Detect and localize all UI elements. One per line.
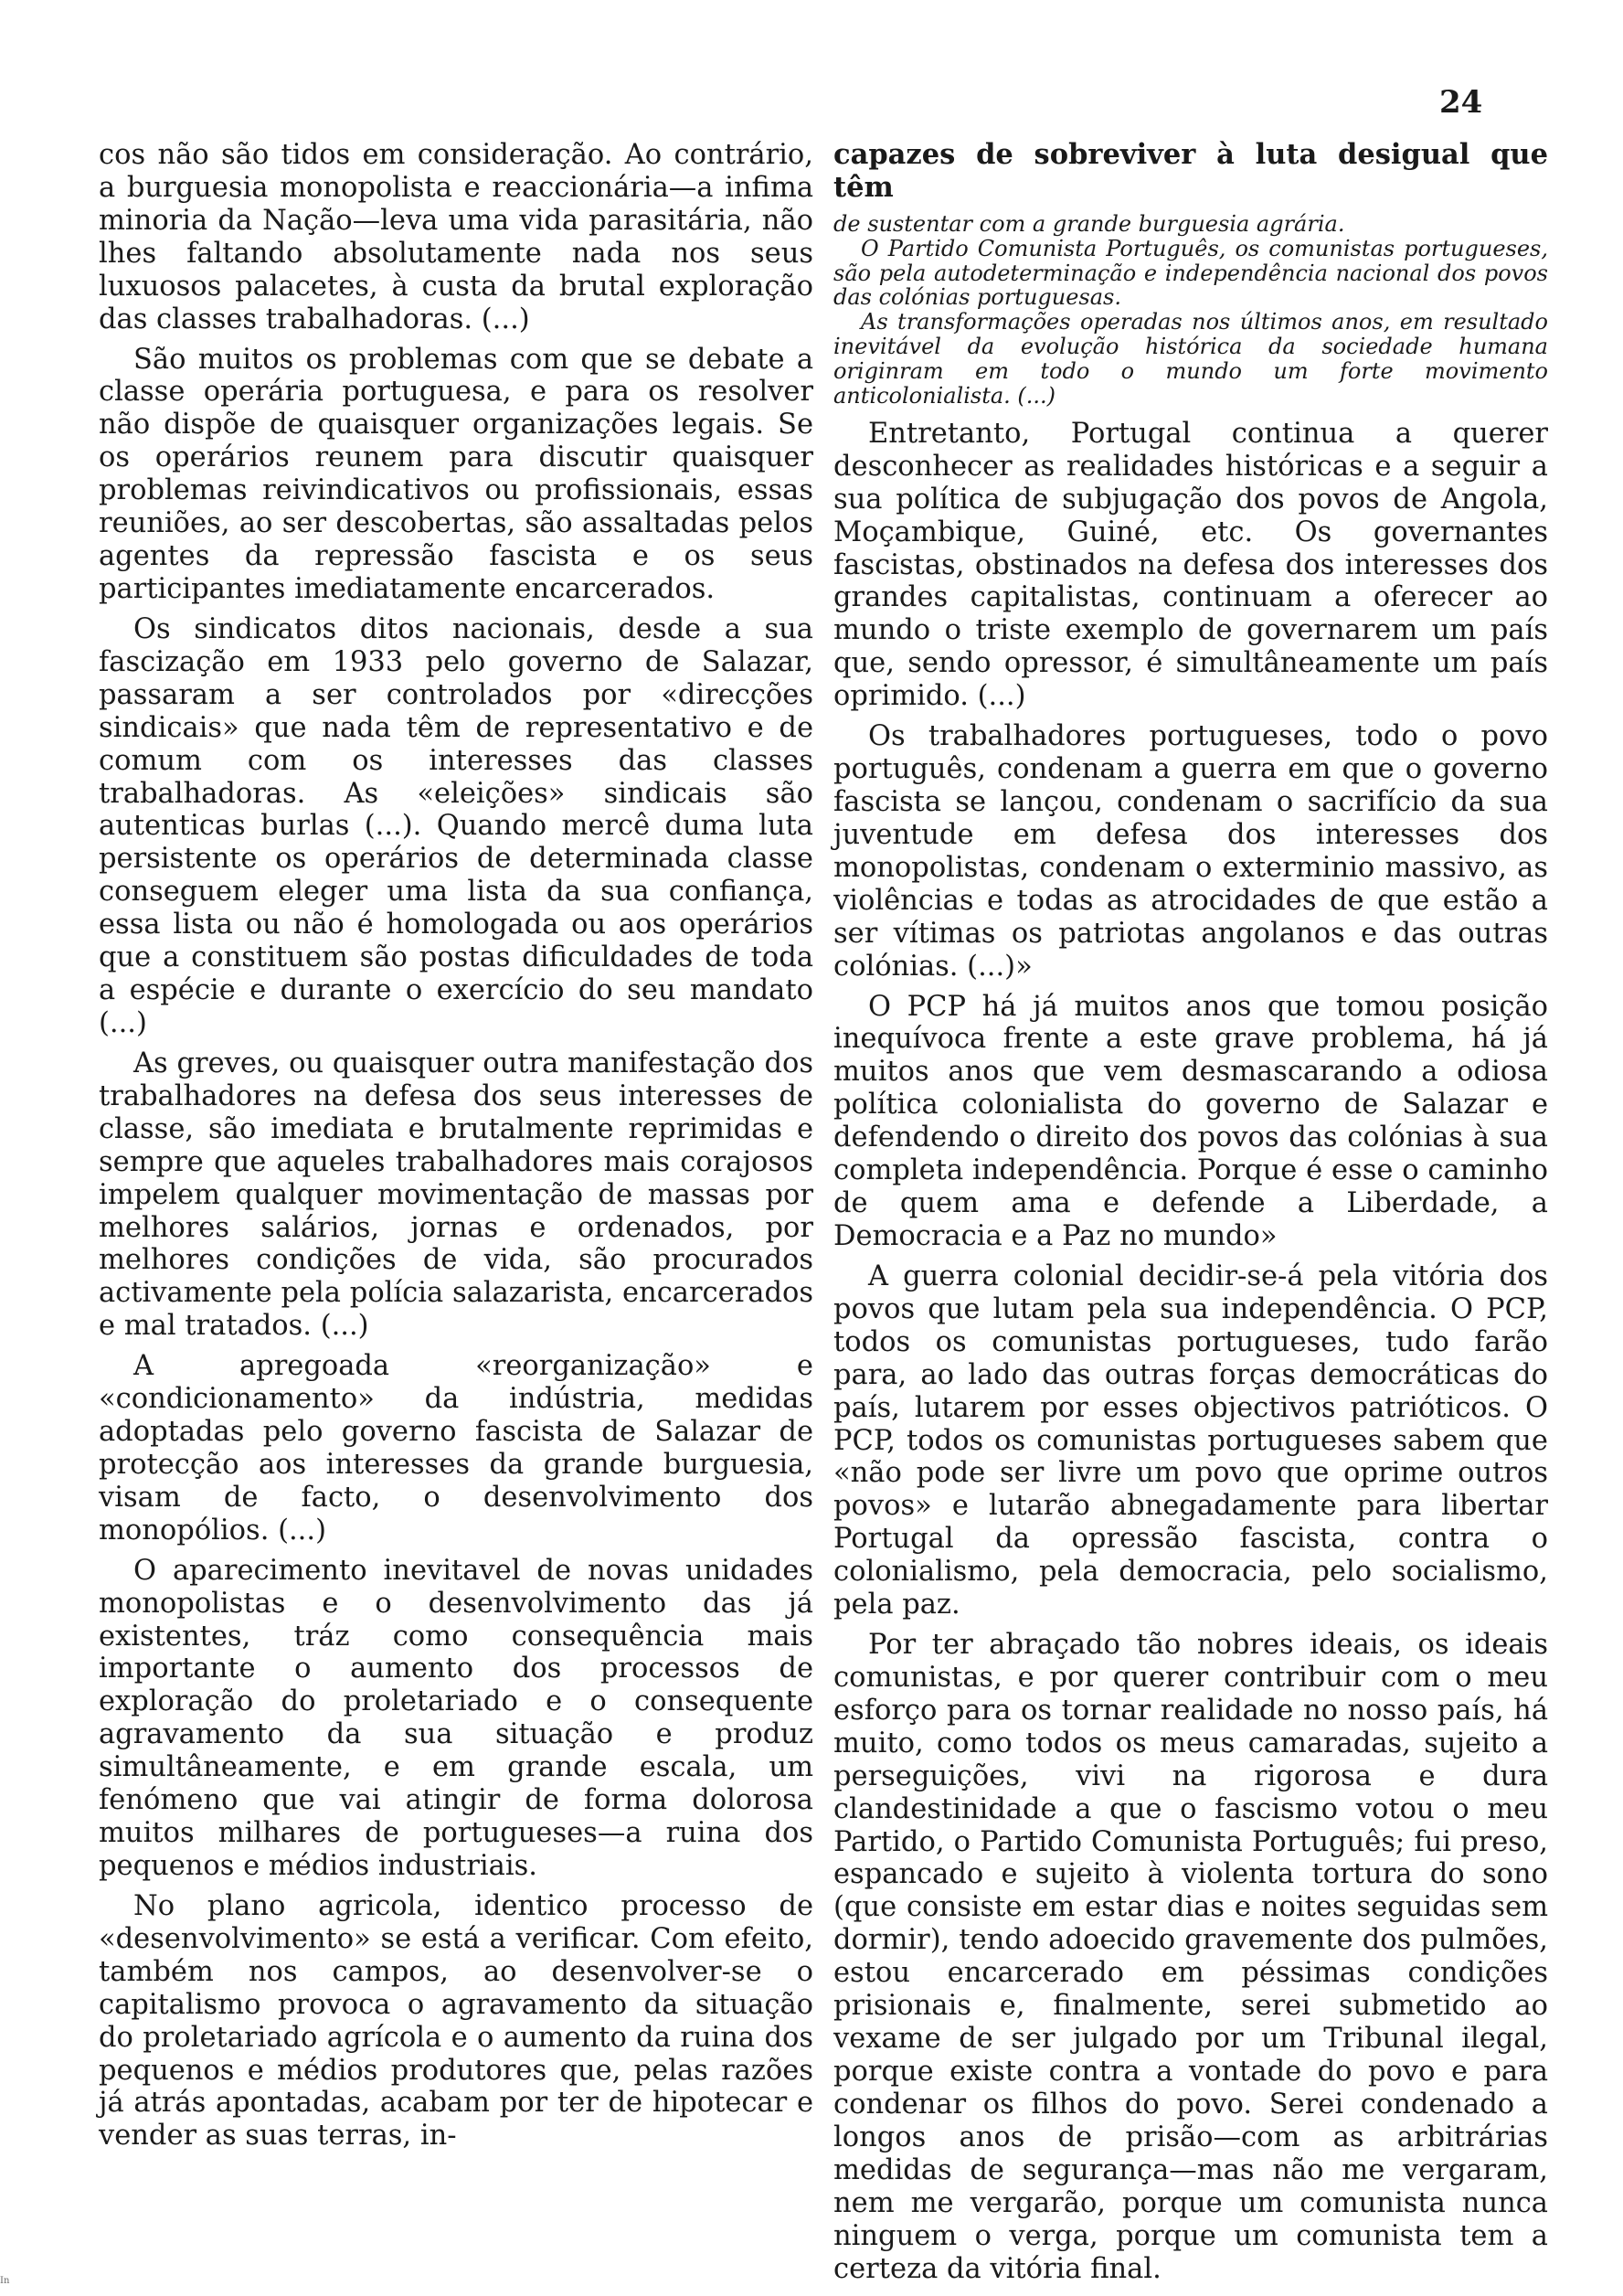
page-number: 24	[1439, 84, 1483, 121]
paragraph: O aparecimento inevitavel de novas unidades monopolistas e o desenvolvimento das já existentes, tráz como consequência mais importante o aumento dos processos de exploração do proletariado e o consequente agravamento da sua situação e produz simultâneamente, e em grande escala, um fenómeno que vai atingir de forma dolorosa muitos milhares de portugueses—a ruina dos pequenos e médios industriais.	[99, 1554, 813, 1883]
right-column	[833, 139, 1548, 2292]
italic-line: As transformações operadas nos últimos anos, em resultado inevitável da evolução histórica da sociedade humana originram em todo o mundo um forte movimento anticolonialista. (...)	[833, 309, 1548, 409]
paragraph: Por ter abraçado tão nobres ideais, os ideais comunistas, e por querer contribuir com o meu esforço para os tornar realidade no nosso país, há muito, como todos os meus camaradas, sujeito a perseguições, vivi na rigorosa e dura clandestinidade a que o fascismo votou o meu Partido, o Partido Comunista Português; fui preso, espancado e sujeito à violenta tortura do sono (que consiste em estar dias e noites seguidas sem dormir), tendo adoecido gravemente dos pulmões, estou encarcerado em péssimas condições prisionais e, finalmente, serei submetido ao vexame de ser julgado por um Tribunal ilegal, porque existe contra a vontade do povo e para condenar os filhos do povo. Serei condenado a longos anos de prisão—com as arbitrárias medidas de segurança—mas não me vergaram, nem me vergarão, porque um comunista nunca ninguem o verga, porque um comunista tem a certeza da vitória final.	[833, 1629, 1548, 2285]
italic-line: de sustentar com a grande burguesia agrária.	[833, 210, 1345, 237]
paragraph: A apregoada «reorganização» e «condicionamento» da indústria, medidas adoptadas pelo governo fascista de Salazar de protecção aos interesses da grande burguesia, visam de facto, o desenvolvimento dos monopólios. (...)	[99, 1350, 813, 1547]
paragraph: Os sindicatos ditos nacionais, desde a sua fascização em 1933 pelo governo de Salazar, passaram a ser controlados por «direcções sindicais» que nada têm de representativo e de comum com os interesses das classes trabalhadoras. As «eleições» sindicais são autenticas burlas (...). Quando mercê duma luta persistente os operários de determinada classe conseguem eleger uma lista da sua confiança, essa lista ou não é homologada ou aos operários que a constituem são postas dificuldades de toda a espécie e durante o exercício do seu mandato (...)	[99, 612, 813, 1039]
paragraph: Os trabalhadores portugueses, todo o povo português, condenam a guerra em que o governo fascista se lançou, condenam o sacrifício da sua juventude em defesa dos interesses dos monopolistas, condenam o exterminio massivo, as violências e todas as atrocidades de que estão a ser vítimas os patriotas angolanos e das outras colónias. (...)»	[833, 720, 1548, 983]
paragraph: O PCP há já muitos anos que tomou posição inequívoca frente a este grave problema, há já muitos anos que vem desmascarando a odiosa política colonialista do governo de Salazar e defendendo o direito dos povos das colónias à sua completa independência. Porque é esse o caminho de quem ama e defende a Liberdade, a Democracia e a Paz no mundo»	[833, 990, 1548, 1252]
italic-line: O Partido Comunista Português, os comunistas portugueses, são pela autodeterminação e independência nacional dos povos das colónias portuguesas.	[833, 235, 1548, 311]
edge-mark: In	[0, 2276, 10, 2286]
paragraph: cos não são tidos em consideração. Ao contrário, a burguesia monopolista e reaccionária—a infima minoria da Nação—leva uma vida parasitária, não lhes faltando absolutamente nada nos seus luxuosos palacetes, à custa da brutal exploração das classes trabalhadoras. (...)	[99, 139, 813, 335]
left-column	[99, 139, 813, 2160]
paragraph: As greves, ou quaisquer outra manifestação dos trabalhadores na defesa dos seus interesses de classe, são imediata e brutalmente reprimidas e sempre que aqueles trabalhadores mais corajosos impelem qualquer movimentação de massas por melhores salários, jornas e ordenados, por melhores condições de vida, são procurados activamente pela polícia salazarista, encarcerados e mal tratados. (...)	[99, 1047, 813, 1343]
paragraph: São muitos os problemas com que se debate a classe operária portuguesa, e para os resolver não dispõe de quaisquer organizações legais. Se os operários reunem para discutir quaisquer problemas reivindicativos ou profissionais, essas reuniões, ao ser descobertas, são assaltadas pelos agentes da repressão fascista e os seus participantes imediatamente encarcerados.	[99, 343, 813, 605]
paragraph: No plano agricola, identico processo de «desenvolvimento» se está a verificar. Com efeito, também nos campos, ao desenvolver-se o capitalismo provoca o agravamento da situação do proletariado agrícola e o aumento da ruina dos pequenos e médios produtores que, pelas razões já atrás apontadas, acabam por ter de hipotecar e vender as suas terras, in-	[99, 1889, 813, 2152]
paragraph: Entretanto, Portugal continua a querer desconhecer as realidades históricas e a seguir a sua política de subjugação dos povos de Angola, Moçambique, Guiné, etc. Os governantes fascistas, obstinados na defesa dos interesses dos grandes capitalistas, continuam a oferecer ao mundo o triste exemplo de governarem um país que, sendo opressor, é simultâneamente um país oprimido. (...)	[833, 417, 1548, 713]
paragraph: A guerra colonial decidir-se-á pela vitória dos povos que lutam pela sua independência. O PCP, todos os comunistas portugueses, tudo farão para, ao lado das outras forças democráticas do país, lutarem por esses objectivos patrióticos. O PCP, todos os comunistas portugueses sabem que «não pode ser livre um povo que oprime outros povos» e lutarão abnegadamente para libertar Portugal da opressão fascista, contra o colonialismo, pela democracia, pelo socialismo, pela paz.	[833, 1260, 1548, 1621]
italic-quote-block	[833, 212, 1548, 409]
paragraph-opening: capazes de sobreviver à luta desigual que têm	[833, 138, 1548, 204]
